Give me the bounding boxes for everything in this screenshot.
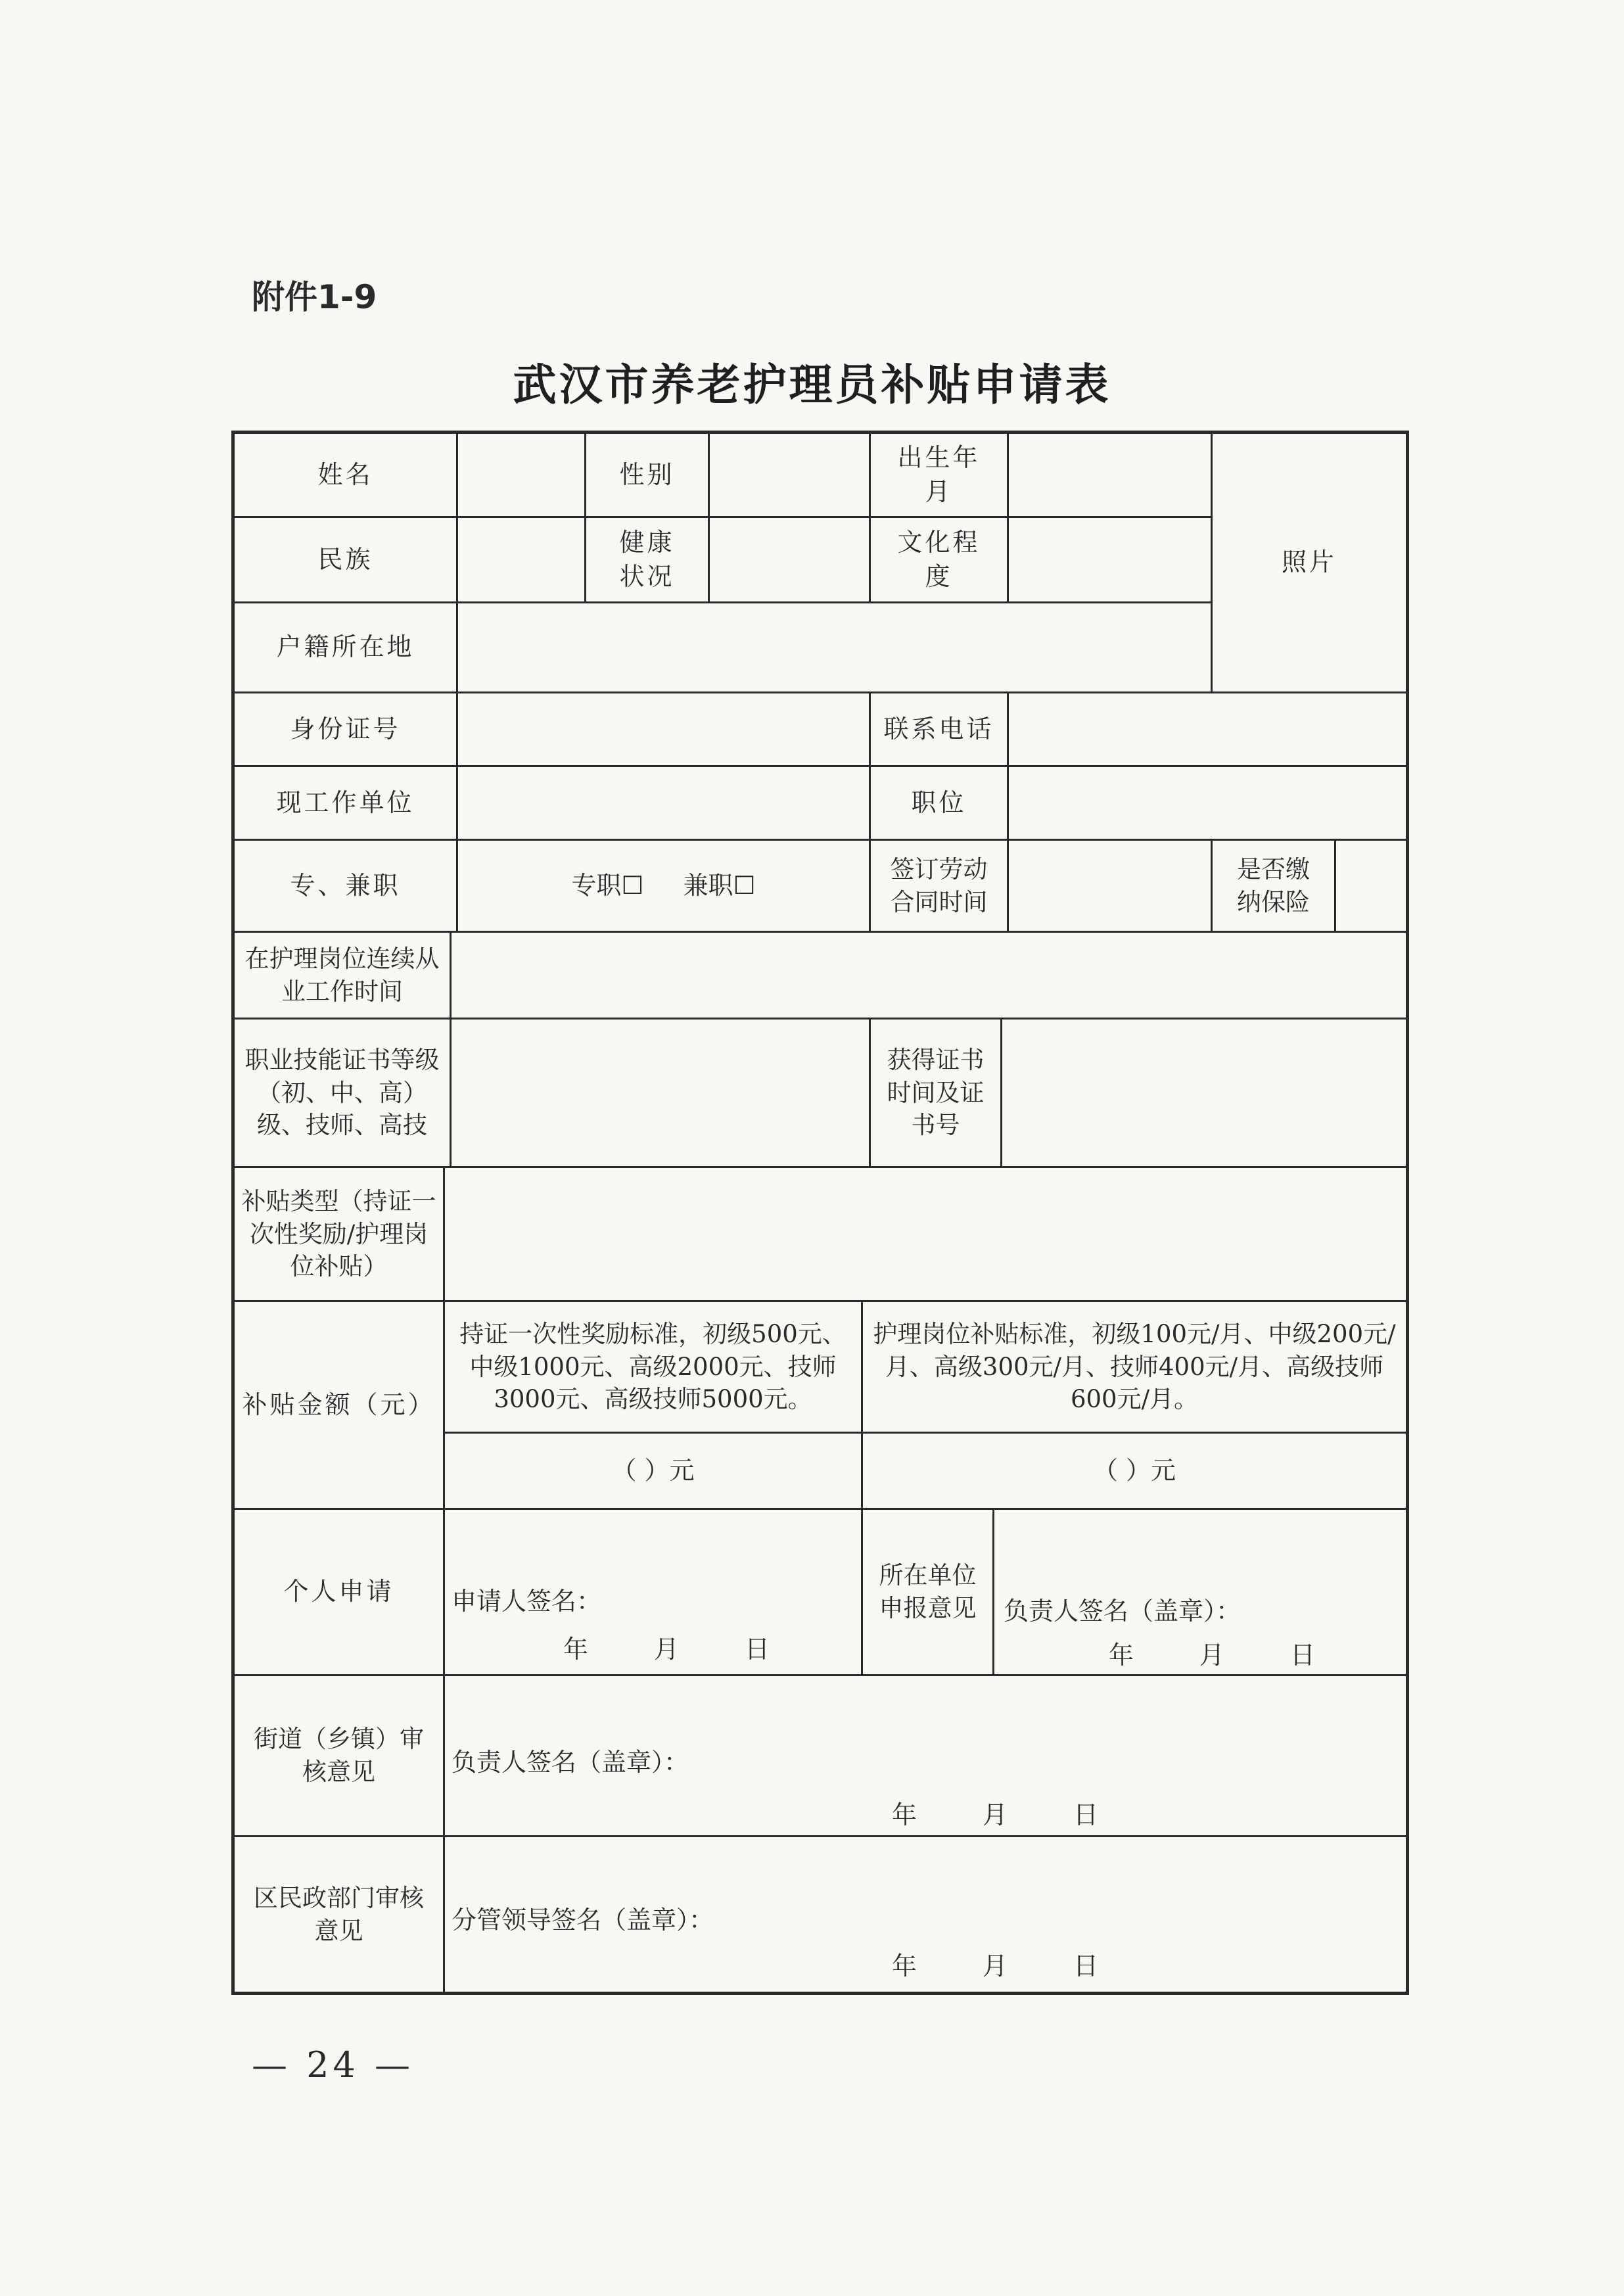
gender-label: 性别 — [586, 434, 710, 518]
post-subsidy-standard: 护理岗位补贴标准，初级100元/月、中级200元/月、高级300元/月、技师400元/月、高级技师600元/月。 — [863, 1302, 1406, 1434]
parttime-checkbox[interactable]: 兼职☐ — [683, 870, 756, 900]
position-field[interactable] — [1009, 767, 1406, 841]
cert-level-field[interactable] — [452, 1019, 871, 1168]
birth-field[interactable] — [1009, 434, 1213, 518]
education-field[interactable] — [1009, 518, 1213, 603]
contract-field[interactable] — [1009, 841, 1213, 933]
street-review-label: 街道（乡镇）审核意见 — [235, 1676, 445, 1837]
form-title: 武汉市养老护理员补贴申请表 — [513, 359, 1111, 410]
id-number-field[interactable] — [458, 693, 871, 767]
household-field[interactable] — [458, 603, 1213, 693]
district-review-label: 区民政部门审核意见 — [235, 1837, 445, 1992]
district-chief-signature-label: 分管领导签名（盖章）： — [452, 1906, 714, 1934]
subsidy-type-field[interactable] — [445, 1168, 1406, 1302]
employer-field[interactable] — [458, 767, 871, 841]
name-field[interactable] — [458, 434, 586, 518]
district-date: 年 月 日 — [892, 1952, 1104, 1980]
continuous-work-field[interactable] — [452, 933, 1406, 1019]
page-number: — 24 — — [252, 2044, 415, 2086]
health-field[interactable] — [710, 518, 871, 603]
attachment-number: 附件1-9 — [252, 278, 377, 316]
street-date: 年 月 日 — [892, 1800, 1104, 1829]
contract-label: 签订劳动合同时间 — [871, 841, 1009, 933]
household-label: 户籍所在地 — [235, 603, 458, 693]
id-number-label: 身份证号 — [235, 693, 458, 767]
ethnicity-label: 民族 — [235, 518, 458, 603]
cert-time-label: 获得证书时间及证书号 — [871, 1019, 1002, 1168]
employment-type-label: 专、兼职 — [235, 841, 458, 933]
insurance-label: 是否缴纳保险 — [1213, 841, 1336, 933]
unit-leader-signature-label: 负责人签名（盖章）： — [1004, 1597, 1241, 1626]
subsidy-type-label: 补贴类型（持证一次性奖励/护理岗位补贴） — [235, 1168, 445, 1302]
ethnicity-field[interactable] — [458, 518, 586, 603]
street-leader-signature-label: 负责人签名（盖章）： — [452, 1748, 689, 1777]
unit-opinion-label: 所在单位申报意见 — [863, 1510, 994, 1676]
continuous-work-label: 在护理岗位连续从业工作时间 — [235, 933, 452, 1019]
insurance-field[interactable] — [1336, 841, 1406, 933]
gender-field[interactable] — [710, 434, 871, 518]
cert-level-label: 职业技能证书等级（初、中、高）级、技师、高技 — [235, 1019, 452, 1168]
post-subsidy-amount[interactable]: （ ）元 — [863, 1434, 1406, 1510]
personal-apply-label: 个人申请 — [235, 1510, 445, 1676]
phone-label: 联系电话 — [871, 693, 1009, 767]
name-label: 姓名 — [235, 434, 458, 518]
photo-box[interactable]: 照片 — [1213, 434, 1406, 693]
employment-type-options — [458, 841, 871, 933]
application-form-table — [231, 431, 1409, 1995]
phone-field[interactable] — [1009, 693, 1406, 767]
health-label: 健康状况 — [586, 518, 710, 603]
applicant-date: 年 月 日 — [563, 1635, 776, 1664]
unit-date: 年 月 日 — [1109, 1641, 1321, 1670]
subsidy-amount-label: 补贴金额（元） — [235, 1302, 445, 1510]
cert-reward-standard: 持证一次性奖励标准，初级500元、中级1000元、高级2000元、技师3000元、高级技师5000元。 — [445, 1302, 863, 1434]
birth-label: 出生年月 — [871, 434, 1009, 518]
fulltime-checkbox[interactable]: 专职☐ — [571, 870, 644, 900]
cert-reward-amount[interactable]: （ ）元 — [445, 1434, 863, 1510]
employer-label: 现工作单位 — [235, 767, 458, 841]
education-label: 文化程度 — [871, 518, 1009, 603]
applicant-signature-label: 申请人签名： — [452, 1587, 602, 1616]
cert-time-field[interactable] — [1002, 1019, 1406, 1168]
position-label: 职位 — [871, 767, 1009, 841]
